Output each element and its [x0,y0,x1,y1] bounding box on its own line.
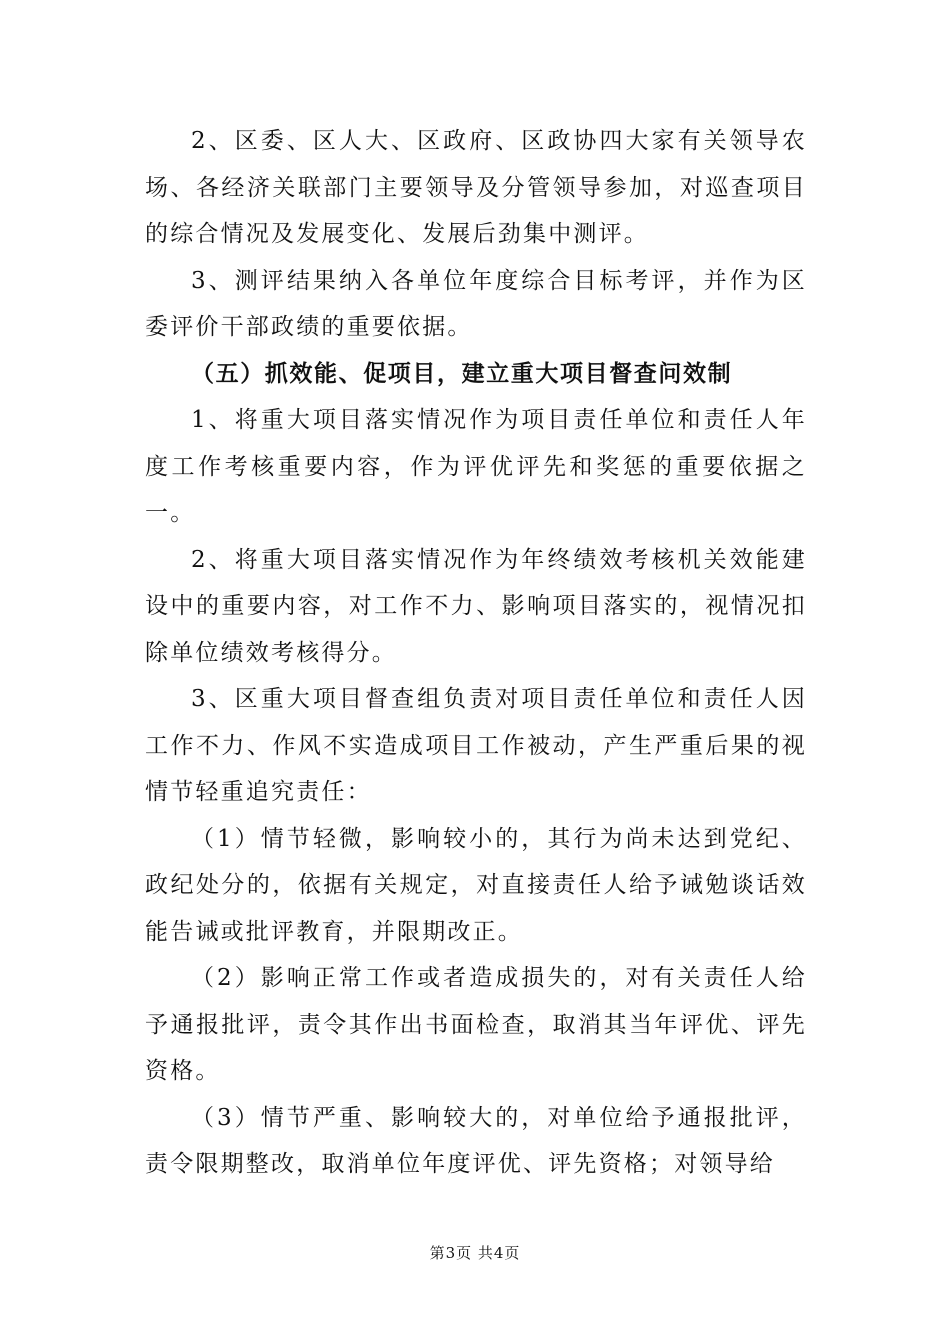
page-number-footer: 第3页 共4页 [429,1244,521,1262]
paragraph-3: 1、将重大项目落实情况作为项目责任单位和责任人年度工作考核重要内容，作为评优评先和奖惩的重要依据之一。 [145,407,807,526]
paragraph-2: 3、测评结果纳入各单位年度综合目标考评，并作为区委评价干部政绩的重要依据。 [145,267,807,340]
document-body [145,118,807,1188]
paragraph-5: 3、区重大项目督查组负责对项目责任单位和责任人因工作不力、作风不实造成项目工作被动，产生严重后果的视情节轻重追究责任： [145,686,807,805]
section-heading: （五）抓效能、促项目，建立重大项目督查问效制 [191,360,733,387]
paragraph-4: 2、将重大项目落实情况作为年终绩效考核机关效能建设中的重要内容，对工作不力、影响项目落实的，视情况扣除单位绩效考核得分。 [145,546,807,666]
paragraph-8: （3）情节严重、影响较大的，对单位给予通报批评，责令限期整改，取消单位年度评优、评先资格；对领导给 [145,1104,807,1177]
paragraph-7: （2）影响正常工作或者造成损失的，对有关责任人给予通报批评，责令其作出书面检查，取消其当年评优、评先资格。 [145,965,807,1084]
paragraph-1: 2、区委、区人大、区政府、区政协四大家有关领导农场、各经济关联部门主要领导及分管领导参加，对巡查项目的综合情况及发展变化、发展后劲集中测评。 [145,128,807,247]
paragraph-6: （1）情节轻微，影响较小的，其行为尚未达到党纪、政纪处分的，依据有关规定，对直接责任人给予诫勉谈话效能告诫或批评教育，并限期改正。 [145,825,807,945]
